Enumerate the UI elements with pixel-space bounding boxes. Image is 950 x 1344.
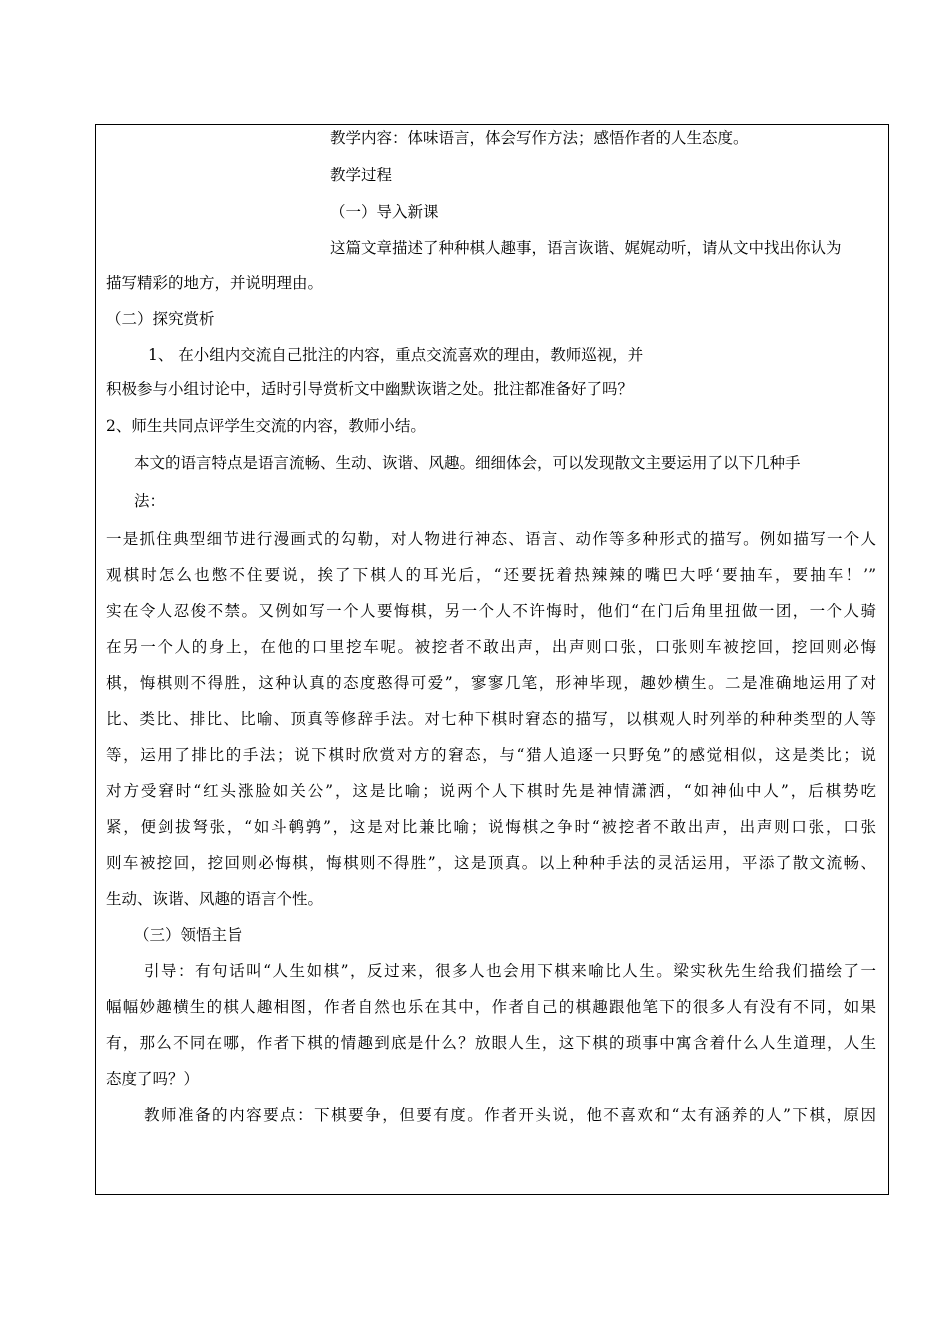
text-line: 描写精彩的地方，并说明理由。 <box>106 274 324 292</box>
text-line: 比、类比、排比、比喻、顶真等修辞手法。对七种下棋时窘态的描写，以棋观人时列举的种种类型的人等 <box>106 710 876 728</box>
text-line: 教师准备的内容要点：下棋要争，但要有度。作者开头说，他不喜欢和“太有涵养的人”下棋，原因 <box>144 1106 876 1124</box>
text-line: 有，那么不同在哪，作者下棋的情趣到底是什么？放眼人生，这下棋的琐事中寓含着什么人生道理，人生 <box>106 1034 876 1052</box>
text-line: 引导：有句话叫“人生如棋”，反过来，很多人也会用下棋来喻比人生。梁实秋先生给我们描绘了一 <box>144 962 876 980</box>
text-line: 在另一个人的身上，在他的口里挖车呢。被挖者不敢出声，出声则口张，口张则车被挖回，挖回则必悔 <box>106 638 876 656</box>
section-2-heading: （二）探究赏析 <box>106 310 215 328</box>
teaching-process-heading: 教学过程 <box>330 166 393 184</box>
text-line: 本文的语言特点是语言流畅、生动、诙谐、风趣。细细体会，可以发现散文主要运用了以下几种手 <box>134 454 801 472</box>
text-line: 紧，便剑拔弩张，“如斗鹌鹑”，这是对比兼比喻；说悔棋之争时“被挖者不敢出声，出声则口张，口张 <box>106 818 876 836</box>
text-line: 实在令人忍俊不禁。又例如写一个人要悔棋，另一个人不许悔时，他们“在门后角里扭做一团，一个人骑 <box>106 602 876 620</box>
text-line: 棋，悔棋则不得胜，这种认真的态度憨得可爱”，寥寥几笔，形神毕现，趣妙横生。二是准确地运用了对 <box>106 674 876 692</box>
section-1-heading: （一）导入新课 <box>330 203 439 221</box>
text-line: 观棋时怎么也憋不住要说，挨了下棋人的耳光后，“还要抚着热辣辣的嘴巴大呼‘要抽车，要抽车！’” <box>106 566 876 584</box>
teaching-content-line: 教学内容：体味语言，体会写作方法；感悟作者的人生态度。 <box>330 129 749 147</box>
text-line: 这篇文章描述了种种棋人趣事，语言诙谐、娓娓动听，请从文中找出你认为 <box>330 239 842 257</box>
text-line: 对方受窘时“红头涨脸如关公”，这是比喻；说两个人下棋时先是神情潇洒，“如神仙中人”，后棋势吃 <box>106 782 876 800</box>
text-line: 幅幅妙趣横生的棋人趣相图，作者自然也乐在其中，作者自己的棋趣跟他笔下的很多人有没有不同，如果 <box>106 998 876 1016</box>
text-line: 态度了吗？） <box>106 1070 200 1088</box>
text-line: 积极参与小组讨论中，适时引导赏析文中幽默诙谐之处。批注都准备好了吗？ <box>106 380 634 398</box>
text-line: 一是抓住典型细节进行漫画式的勾勒，对人物进行神态、语言、动作等多种形式的描写。例如描写一个人 <box>106 530 876 548</box>
text-line: 等，运用了排比的手法；说下棋时欣赏对方的窘态，与“猎人追逐一只野兔”的感觉相似，这是类比；说 <box>106 746 876 764</box>
section-3-heading: （三）领悟主旨 <box>134 926 243 944</box>
text-line: 生动、诙谐、风趣的语言个性。 <box>106 890 324 908</box>
document-frame <box>95 124 889 1195</box>
text-line: 1、 在小组内交流自己批注的内容，重点交流喜欢的理由，教师巡视，并 <box>148 346 644 364</box>
text-line: 2、师生共同点评学生交流的内容，教师小结。 <box>106 417 426 435</box>
text-line: 则车被挖回，挖回则必悔棋，悔棋则不得胜”，这是顶真。以上种种手法的灵活运用，平添了散文流畅、 <box>106 854 876 872</box>
text-line: 法： <box>134 492 166 510</box>
